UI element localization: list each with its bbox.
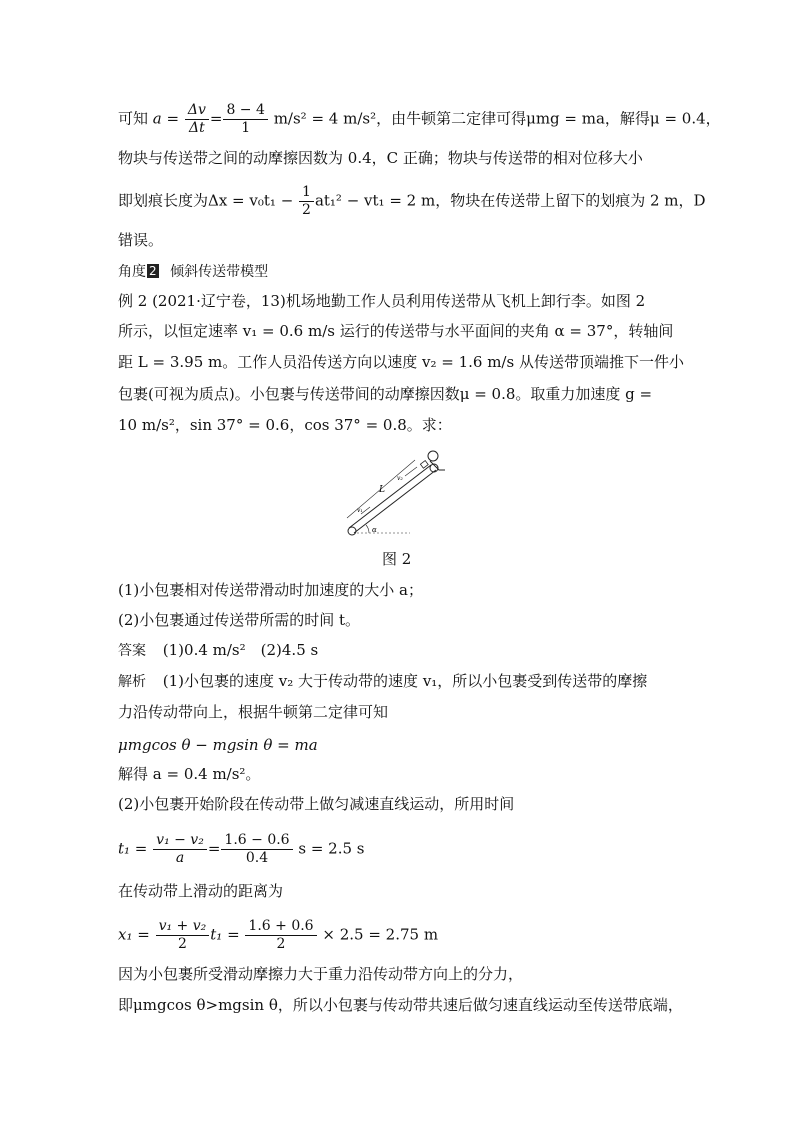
text: m/s² = 4 m/s²，由牛顿第二定律可得μmg = ma，解得μ = 0.4，	[273, 109, 721, 128]
analysis-line: 解得 a = 0.4 m/s²。	[118, 765, 261, 783]
answer-text: (1)0.4 m/s² (2)4.5 s	[162, 641, 319, 659]
example-line: 包裹(可视为质点)。小包裹与传送带间的动摩擦因数μ = 0.8。取重力加速度 g =	[118, 385, 653, 403]
bottom-roller	[348, 527, 356, 535]
analysis-line: 因为小包裹所受滑动摩擦力大于重力沿传动带方向上的分力，	[118, 965, 524, 983]
text: 可知	[118, 109, 153, 128]
text-line: 物块与传送带之间的动摩擦因数为 0.4，C 正确；物块与传送带的相对位移大小	[118, 149, 643, 167]
eq-rhs: × 2.5 = 2.75 m	[317, 925, 439, 944]
eq-lhs: x₁ =	[118, 925, 155, 944]
analysis-line: 在传动带上滑动的距离为	[118, 882, 284, 900]
analysis-text: (1)小包裹的速度 v₂ 大于传动带的速度 v₁，所以小包裹受到传送带的摩擦	[162, 672, 648, 690]
figure-caption: 图 2	[382, 550, 412, 568]
v2-arrow	[405, 467, 417, 476]
belt-top	[349, 465, 431, 528]
label-alpha: α	[372, 526, 377, 534]
answer-label: 答案	[118, 643, 146, 659]
fraction: $\frac{\text{v₁ + v₂}}{2}$	[156, 918, 210, 953]
question-1: (1)小包裹相对传送带滑动时加速度的大小 a；	[118, 581, 423, 599]
fraction: $\frac{\Delta v}{\Delta t}$	[185, 102, 209, 137]
fraction: $\frac{1.6 + 0.6}{2}$	[245, 918, 316, 953]
fraction: $\frac{1}{2}$	[299, 184, 314, 219]
text: at₁² − vt₁ = 2 m，物块在传送带上留下的划痕为 2 m，D	[314, 191, 706, 210]
label-v1: v₁	[357, 507, 363, 514]
equation-t1: t₁ = $\frac{\text{v₁ − v₂}}{a}$ = $\frac{1.6 - 0.6}{0.4}$ s = 2.5 s	[118, 832, 365, 866]
equation-x1	[118, 918, 678, 953]
section-heading	[118, 262, 678, 282]
section-prefix: 角度	[118, 264, 146, 280]
analysis-line: 力沿传动带向上，根据牛顿第二定律可知	[118, 703, 389, 721]
eq-lhs: t₁ =	[118, 839, 153, 858]
conveyor-figure	[335, 440, 460, 540]
example-line: 例 2 (2021·辽宁卷，13)机场地勤工作人员利用传送带从飞机上卸行李。如图 2	[118, 292, 646, 310]
fraction: $\frac{8 - 4}{1}$	[223, 102, 267, 137]
text-line	[118, 184, 706, 219]
equation: μmgcos θ − mgsin θ = ma	[118, 736, 318, 754]
fraction: $\frac{\text{v₁ − v₂}}{a}$	[153, 832, 207, 867]
text: 即划痕长度为Δx = v₀t₁ −	[118, 191, 299, 210]
worker-head	[428, 451, 438, 461]
question-2: (2)小包裹通过传送带所需的时间 t。	[118, 611, 361, 629]
analysis-line: (2)小包裹开始阶段在传动带上做匀减速直线运动，所用时间	[118, 795, 515, 813]
package-icon	[420, 461, 428, 469]
text-line: 可知 a = $\frac{\Delta v}{\Delta t}$ = $\frac{8 - 4}{1}$ m/s² = 4 m/s²，由牛顿第二定律可得μmg = ma，解得μ = 0.4，	[118, 102, 721, 136]
eq-mid: t₁ =	[210, 925, 245, 944]
label-v2: v₂	[397, 475, 403, 482]
angle-arc	[366, 525, 369, 533]
answer-line	[118, 640, 678, 661]
analysis-label: 解析	[118, 674, 146, 690]
example-line: 所示，以恒定速率 v₁ = 0.6 m/s 运行的传送带与水平面间的夹角 α = 37°，转轴间	[118, 322, 674, 340]
analysis-line: 即μmgcos θ>mgsin θ，所以小包裹与传动带共速后做匀速直线运动至传送带底端，	[118, 996, 683, 1014]
fraction: $\frac{1.6 - 0.6}{0.4}$	[221, 832, 292, 867]
example-line: 距 L = 3.95 m。工作人员沿传送方向以速度 v₂ = 1.6 m/s 从传送带顶端推下一件小	[118, 353, 684, 371]
example-line: 10 m/s²，sin 37° = 0.6，cos 37° = 0.8。求：	[118, 416, 452, 434]
analysis-line	[118, 671, 678, 692]
section-title: 倾斜传送带模型	[170, 264, 269, 280]
label-L: L	[379, 485, 385, 495]
text-line: 错误。	[118, 231, 164, 249]
eq-rhs: s = 2.5 s	[293, 839, 365, 858]
section-number-badge: 2	[149, 264, 157, 278]
